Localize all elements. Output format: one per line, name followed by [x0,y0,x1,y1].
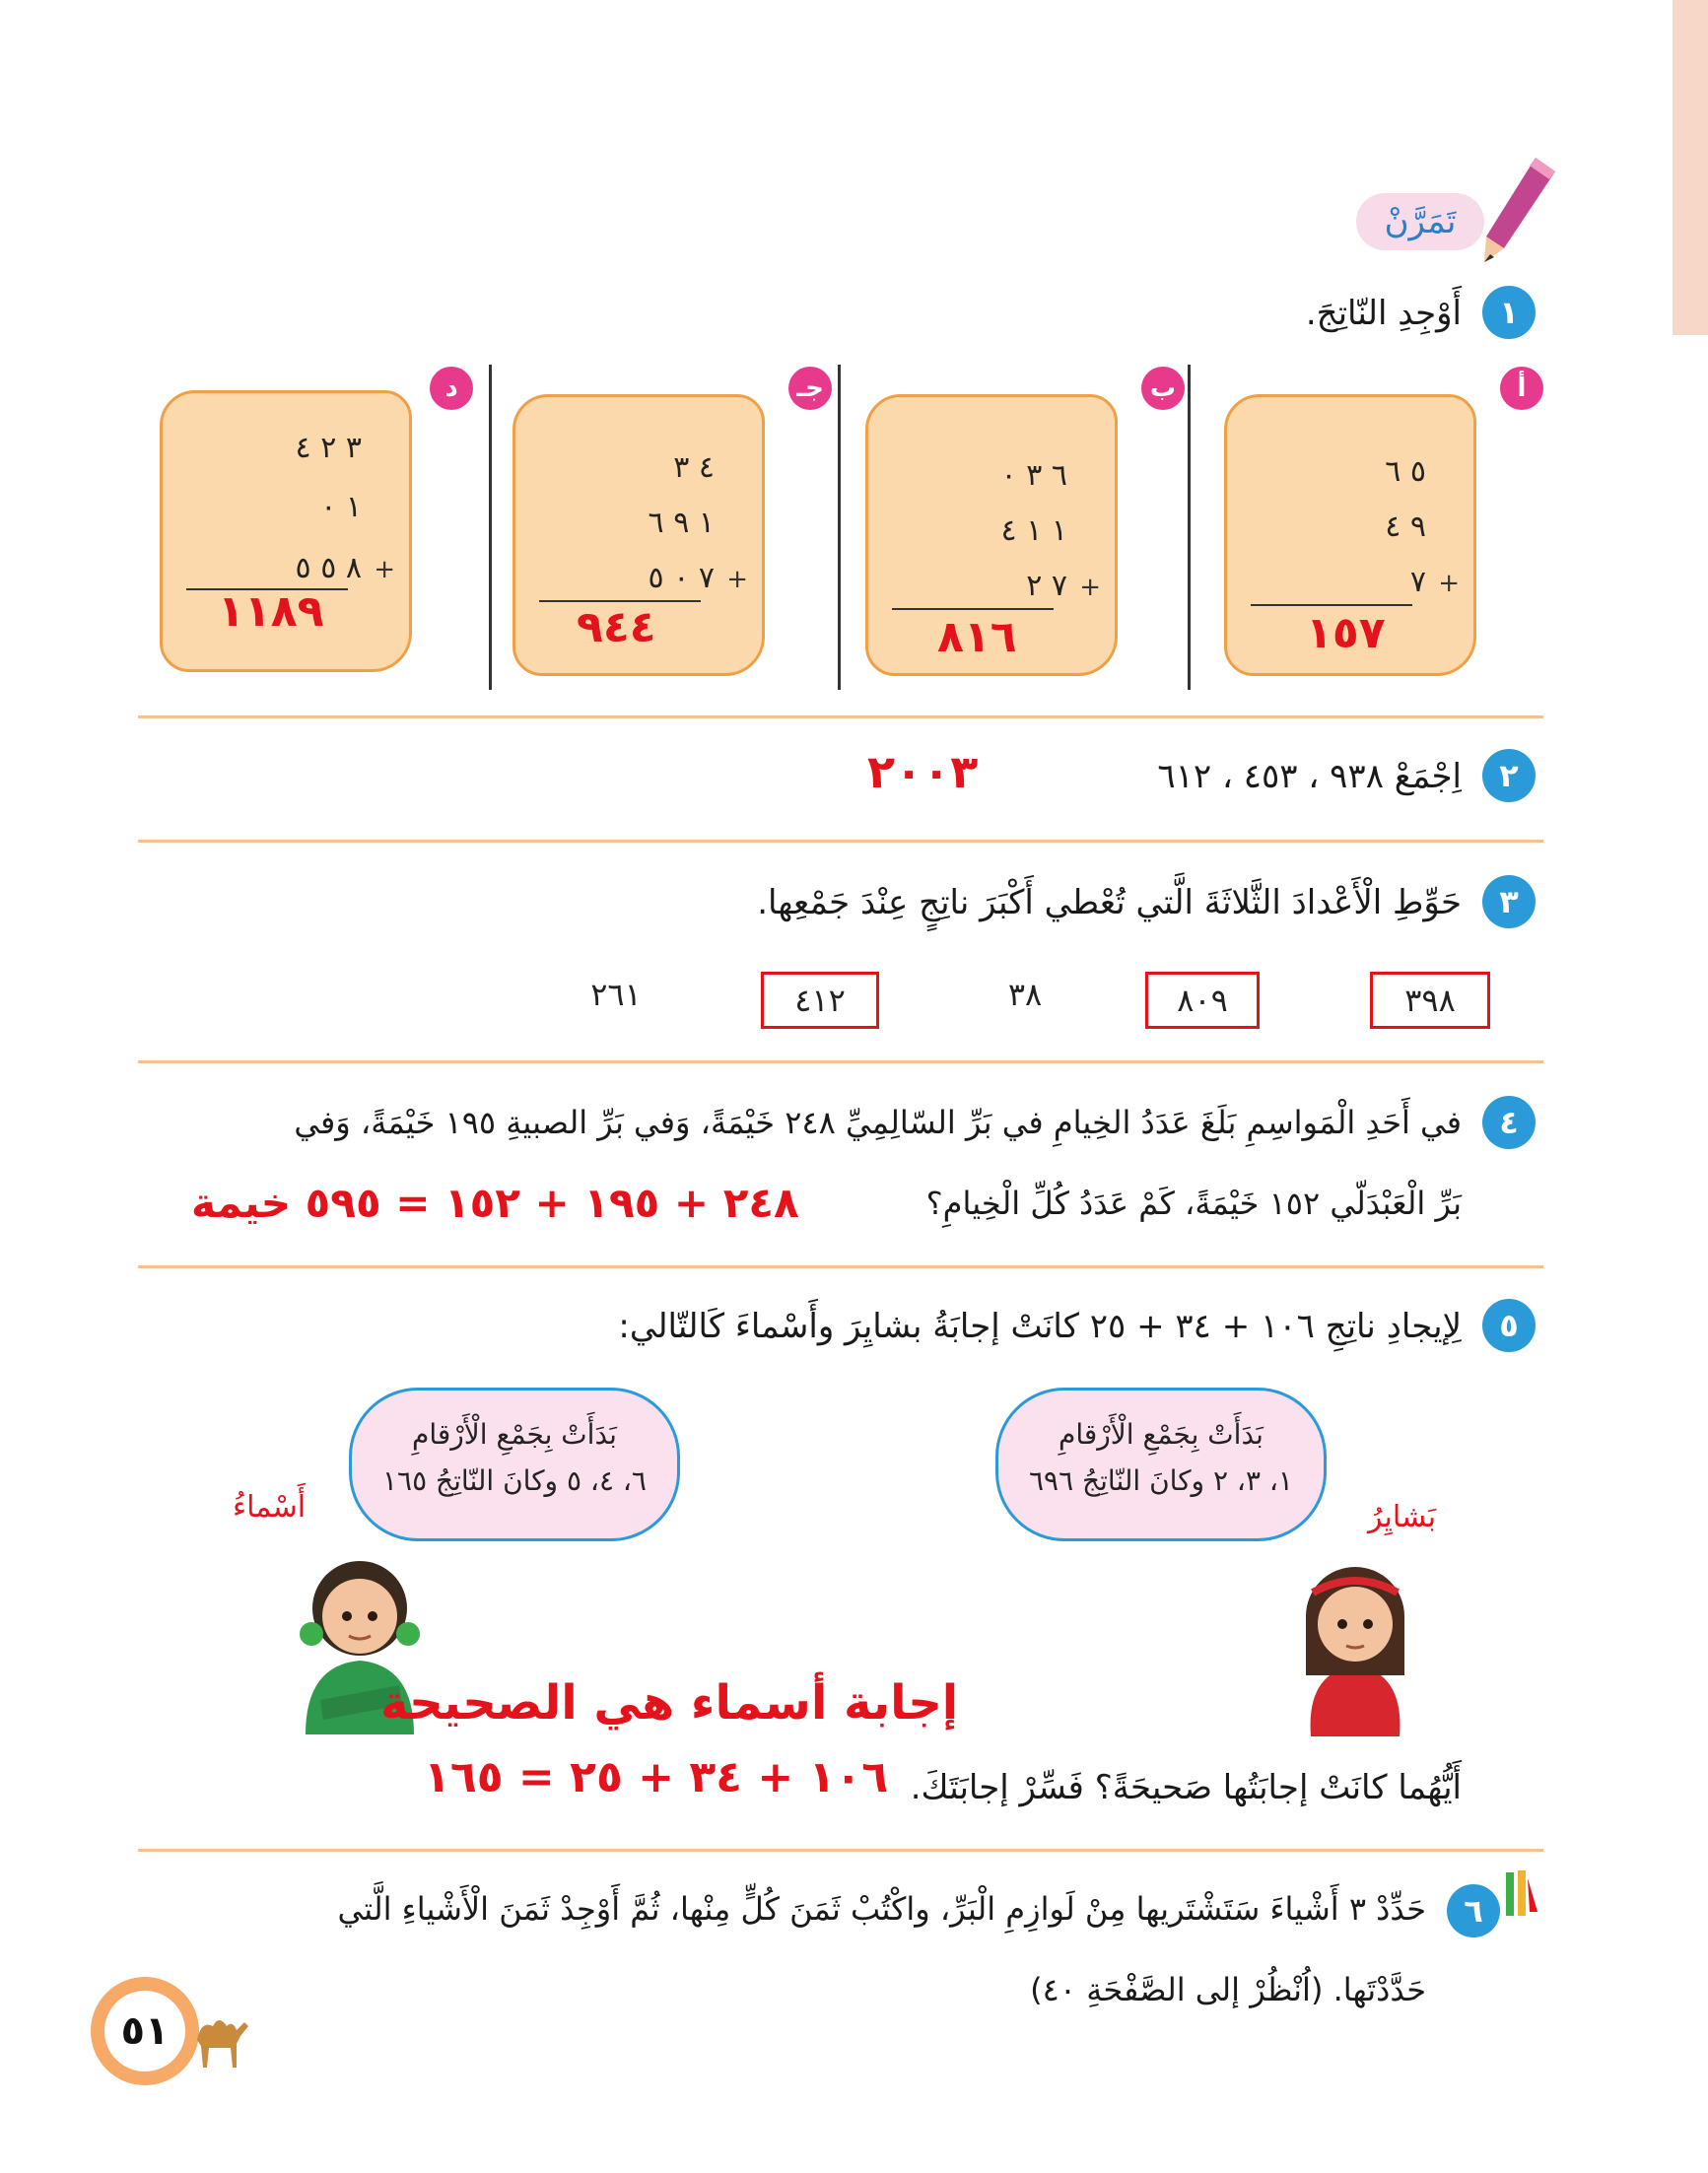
pencil-icon [1478,158,1557,266]
digit-row: ٧ [1409,565,1426,599]
question-2-text: اِجْمَعْ ٩٣٨ ، ٤٥٣ ، ٦١٢ [1157,757,1462,796]
card-label-d: د [430,367,473,410]
option: ٣٨ [1007,976,1043,1013]
answer-b: ٨١٦ [937,612,1017,662]
question-6-line1: حَدِّدْ ٣ أَشْياءَ سَتَشْتَريها مِنْ لَوازِمِ الْبَرِّ، واكْتُبْ ثَمَنَ كُلٍّ مِنْها، ثُمَّ أَوْجِدْ ثَمَنَ الْأَشْياءِ الَّتي [337,1890,1426,1928]
question-4-line2: بَرِّ الْعَبْدَلّي ١٥٢ خَيْمَةً، كَمْ عَدَدُ كُلِّ الْخِيامِ؟ [925,1185,1462,1222]
answer-d: ١١٨٩ [218,586,324,637]
addition-card-d [160,390,412,672]
card-label-c: جـ [788,367,832,410]
question-1-text: أَوْجِدِ النّاتِجَ. [1305,294,1462,333]
option-circled: ٨٠٩ [1145,972,1260,1029]
digit-row: ٥ ٦ [1385,454,1426,489]
digit-row: ٧ ٠ ٥ [648,561,715,595]
option-circled: ٤١٢ [761,972,879,1029]
sum-line [1251,604,1412,606]
answer-q5-line2: ١٠٦ + ٣٤ + ٢٥ = ١٦٥ [424,1752,889,1802]
option: ٢٦١ [590,976,642,1013]
bubble-line: ١، ٣، ٢ وكانَ النّاتِجُ ٦٩٦ [1029,1464,1293,1497]
addition-card-a [1224,394,1476,676]
section-divider [138,715,1543,718]
option-circled: ٣٩٨ [1370,972,1490,1029]
digit-row: ١ ١ ٤ [1000,513,1067,548]
plus-sign: + [1438,569,1460,598]
digit-row: ٤ ٣ [673,450,715,485]
card-label-a: أ [1500,367,1543,410]
question-5-followup: أَيُّهُما كانَتْ إجابَتُها صَحيحَةً؟ فَسِّرْ إجابَتَكَ. [910,1768,1462,1807]
sum-line [892,608,1054,610]
question-number-2: ٢ [1482,749,1536,802]
bubble-line: ٦، ٤، ٥ وكانَ النّاتِجُ ١٦٥ [382,1464,647,1497]
question-5-text: لِإيجادِ ناتِجِ ١٠٦ + ٣٤ + ٢٥ كانَتْ إجابَةُ بشايِرَ وأَسْماءَ كَالتّالي: [618,1307,1462,1346]
digit-row: ٩ ٤ [1385,509,1426,544]
answer-c: ٩٤٤ [577,602,656,652]
answer-q5-line1: إجابة أسماء هي الصحيحة [380,1675,959,1731]
question-3-text: حَوِّطِ الْأَعْدادَ الثَّلاثَةَ الَّتي تُعْطي أَكْبَرَ ناتِجٍ عِنْدَ جَمْعِها. [757,883,1462,922]
exercise-label: تَمَرَّنْ [1356,193,1484,250]
question-6-line2: حَدَّدْتَها. (اُنْظُرْ إلى الصَّفْحَةِ ٤٠) [1030,1971,1426,2008]
addition-card-c [512,394,765,676]
side-tab [1673,0,1708,335]
digit-row: ١ ٩ ٦ [648,506,715,540]
plus-sign: + [726,565,748,594]
bubble-line: بَدَأَتْ بِجَمْعِ الْأَرْقامِ [412,1418,617,1451]
addition-card-b [865,394,1118,676]
digit-row: ١ ٠ [320,490,362,524]
question-number-4: ٤ [1482,1096,1536,1149]
divider [838,365,841,690]
section-divider [138,840,1543,843]
digit-row: ٣ ٢ ٤ [295,431,362,465]
divider [1188,365,1191,690]
speech-bubble-asmaa [349,1388,680,1541]
question-number-3: ٣ [1482,875,1536,928]
answer-q2: ٢٠٠٣ [867,745,979,798]
question-number-1: ١ [1482,286,1536,339]
question-4-line1: في أَحَدِ الْمَواسِمِ بَلَغَ عَدَدُ الخِيامِ في بَرِّ السّالِمِيِّ ٢٤٨ خَيْمَةً، وَفي بَرِّ الصبيةِ ١٩٥ خَيْمَةً، وَفي [294,1104,1462,1141]
divider [489,365,492,690]
answer-q4: ٢٤٨ + ١٩٥ + ١٥٢ = ٥٩٥ خيمة [191,1179,799,1227]
section-divider [138,1265,1543,1268]
page-number: ٥١ [91,1977,199,2085]
bubble-line: بَدَأَتْ بِجَمْعِ الْأَرْقامِ [1059,1418,1264,1451]
section-divider [138,1060,1543,1063]
speech-bubble-bashayer [995,1388,1327,1541]
name-asmaa: أَسْماءُ [233,1490,307,1525]
question-number-6: ٦ [1447,1884,1500,1937]
camel-icon [187,2001,250,2070]
question-number-5: ٥ [1482,1299,1536,1352]
tools-icon [1500,1868,1541,1922]
section-divider [138,1849,1543,1852]
card-label-b: ب [1141,367,1185,410]
answer-a: ١٥٧ [1306,608,1386,658]
plus-sign: + [374,555,395,584]
girl-bashayer-illustration [1281,1549,1429,1736]
digit-row: ٧ ٢ [1026,569,1067,603]
plus-sign: + [1079,573,1101,602]
digit-row: ٨ ٥ ٥ [295,551,362,585]
name-bashayer: بَشايِرُ [1368,1500,1437,1534]
digit-row: ٦ ٣ ٠ [1000,458,1067,493]
